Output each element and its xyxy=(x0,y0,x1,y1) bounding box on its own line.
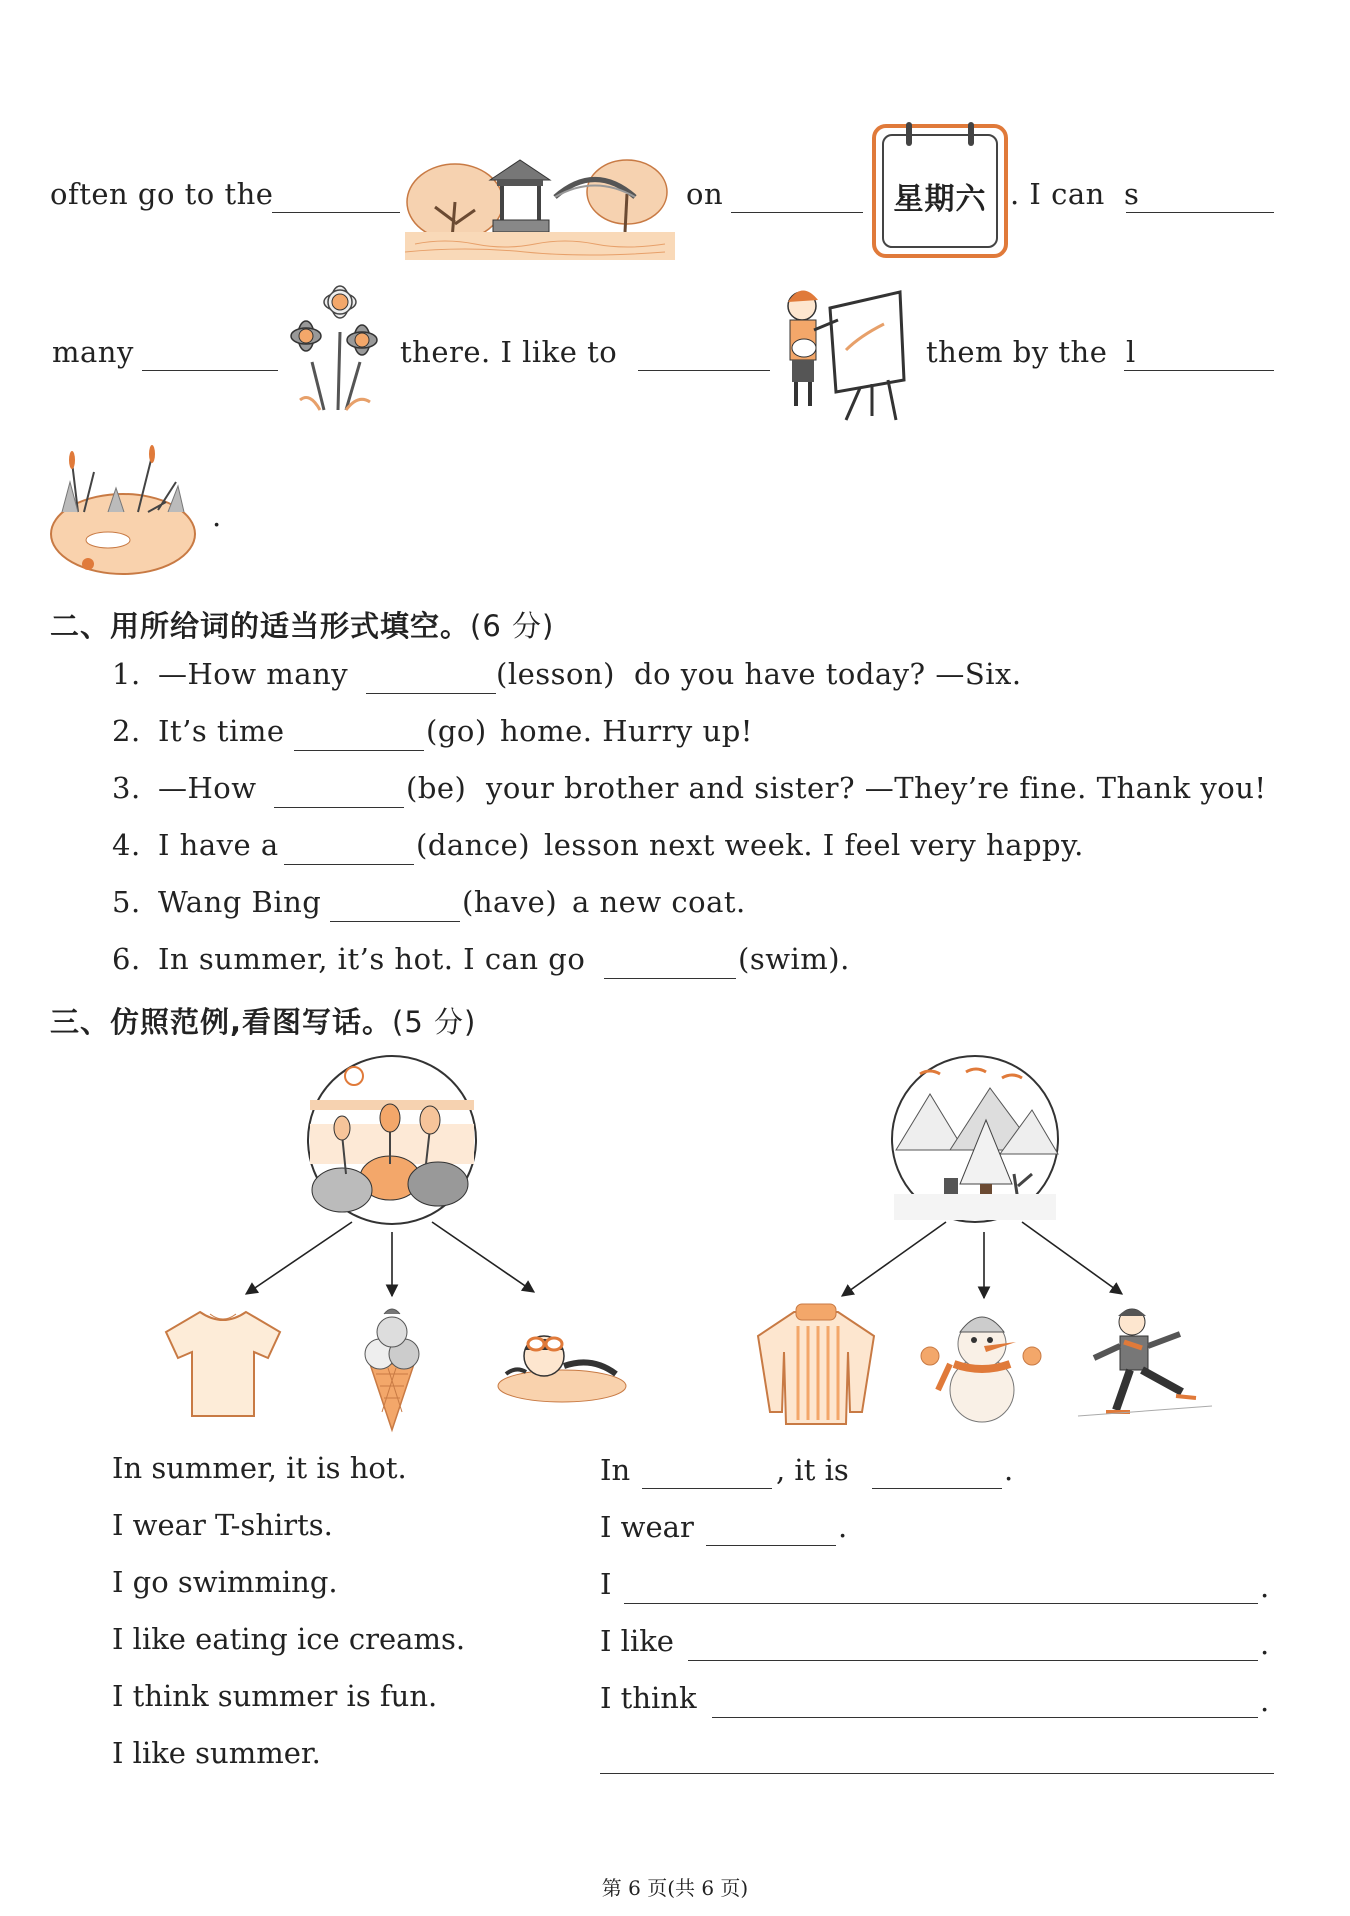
answer-blank[interactable] xyxy=(688,1660,1258,1661)
item-prefix: —How many xyxy=(158,657,349,691)
passage-text-on: on xyxy=(686,177,724,211)
answer-period: . xyxy=(1004,1453,1014,1487)
winter-scene-circle xyxy=(890,1054,1060,1224)
answer-blank[interactable] xyxy=(642,1488,772,1489)
passage-period: . xyxy=(212,499,222,533)
answer-period: . xyxy=(1260,1570,1270,1604)
calendar-label: 星期六 xyxy=(893,182,987,217)
item-prefix: In summer, it’s hot. I can go xyxy=(158,942,586,976)
item-hint: (swim). xyxy=(738,942,850,976)
item-prefix: It’s time xyxy=(158,714,285,748)
tshirt-illustration xyxy=(164,1308,282,1420)
answer-period: . xyxy=(1260,1684,1270,1718)
answer-prefix: I like xyxy=(600,1624,674,1658)
item-number: 5. xyxy=(112,885,141,919)
item-prefix: I have a xyxy=(158,828,279,862)
section3-points: (5 分) xyxy=(392,1005,477,1039)
answer-period: . xyxy=(838,1510,848,1544)
example-sentence: I wear T-shirts. xyxy=(112,1508,333,1542)
skater-illustration xyxy=(1072,1302,1218,1426)
answer-blank[interactable] xyxy=(600,1773,1274,1774)
item-suffix: lesson next week. I feel very happy. xyxy=(544,828,1084,862)
passage-text-ican: . I can xyxy=(1010,177,1105,211)
item-hint: (lesson) xyxy=(496,657,615,691)
answer-prefix: I think xyxy=(600,1681,697,1715)
sweater-illustration xyxy=(754,1302,878,1426)
example-sentence: In summer, it is hot. xyxy=(112,1451,407,1485)
page-footer: 第 6 页(共 6 页) xyxy=(601,1876,749,1900)
example-sentence: I like summer. xyxy=(112,1736,321,1770)
item-hint: (be) xyxy=(406,771,467,805)
example-sentence: I go swimming. xyxy=(112,1565,338,1599)
section2-points: (6 分) xyxy=(470,609,555,643)
answer-blank[interactable] xyxy=(706,1545,836,1546)
item-hint: (dance) xyxy=(416,828,531,862)
item-number: 4. xyxy=(112,828,141,862)
answer-text: , it is xyxy=(776,1453,849,1487)
passage-text-many: many xyxy=(52,335,134,369)
passage-letter-s: s xyxy=(1124,177,1140,211)
item-hint: (have) xyxy=(462,885,558,919)
item-hint: (go) xyxy=(426,714,487,748)
section2-title: 二、用所给词的适当形式填空。 xyxy=(50,609,471,643)
ice-cream-illustration xyxy=(356,1304,428,1432)
answer-blank[interactable] xyxy=(872,1488,1002,1489)
item-prefix: —How xyxy=(158,771,257,805)
section3-title: 三、仿照范例,看图写话。 xyxy=(50,1005,393,1039)
example-sentence: I like eating ice creams. xyxy=(112,1622,466,1656)
passage-text-them: them by the xyxy=(926,335,1108,369)
item-number: 1. xyxy=(112,657,141,691)
swimming-boy-illustration xyxy=(496,1320,630,1408)
answer-period: . xyxy=(1260,1627,1270,1661)
answer-prefix: In xyxy=(600,1453,631,1487)
item-suffix: your brother and sister? —They’re fine. Thank you! xyxy=(486,771,1267,805)
item-suffix: do you have today? —Six. xyxy=(634,657,1022,691)
item-number: 6. xyxy=(112,942,141,976)
passage-text-there: there. I like to xyxy=(400,335,618,369)
item-number: 3. xyxy=(112,771,141,805)
item-suffix: home. Hurry up! xyxy=(500,714,753,748)
passage-text-often: often go to the xyxy=(50,177,274,211)
example-sentence: I think summer is fun. xyxy=(112,1679,438,1713)
passage-letter-l: l xyxy=(1126,335,1136,369)
snowman-illustration xyxy=(920,1302,1046,1426)
answer-prefix: I xyxy=(600,1567,612,1601)
item-number: 2. xyxy=(112,714,141,748)
answer-prefix: I wear xyxy=(600,1510,694,1544)
item-prefix: Wang Bing xyxy=(158,885,322,919)
item-suffix: a new coat. xyxy=(572,885,746,919)
answer-blank[interactable] xyxy=(712,1717,1258,1718)
answer-blank[interactable] xyxy=(624,1603,1258,1604)
